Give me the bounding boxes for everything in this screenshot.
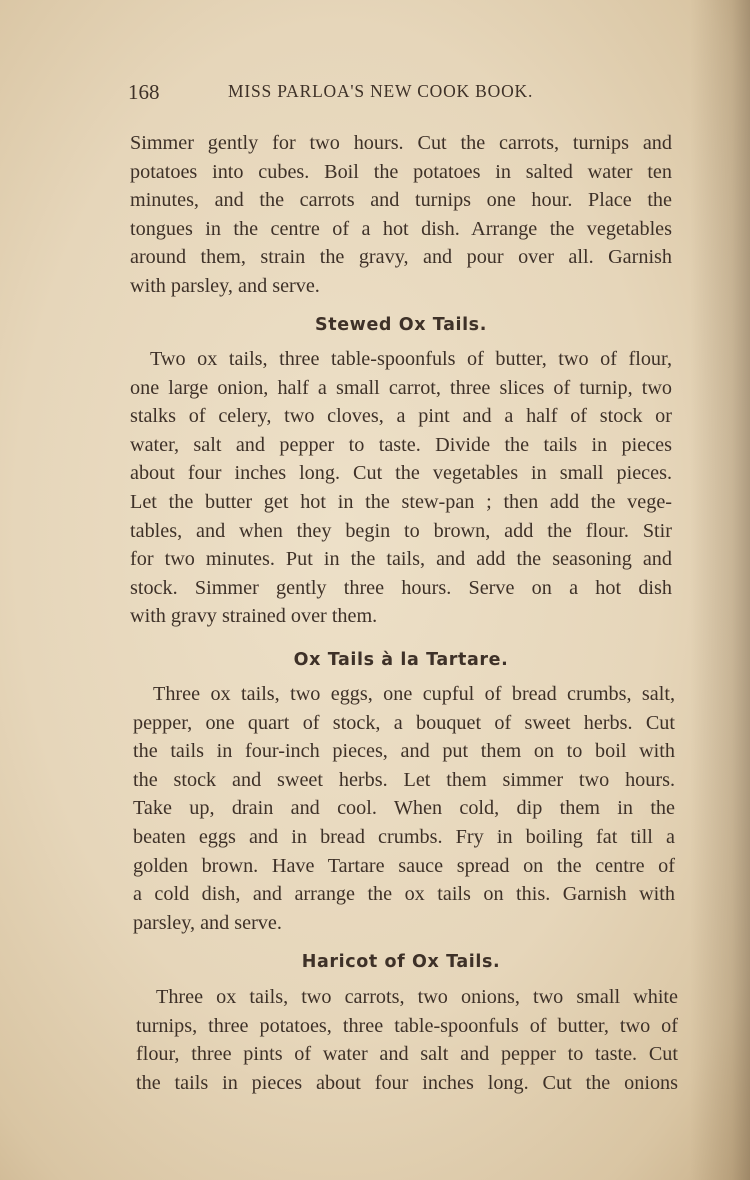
text-line: Three ox tails, two eggs, one cupful of bread crumbs, salt, — [153, 683, 675, 705]
recipe-body — [133, 680, 675, 937]
text-line: around them, strain the gravy, and pour over all. Garnish — [130, 246, 672, 269]
text-line: Two ox tails, three table-spoonfuls of butter, two of flour, — [150, 348, 672, 370]
page-number: 168 — [128, 80, 160, 104]
text-line: beaten eggs and in bread crumbs. Fry in boiling fat till a — [133, 825, 675, 848]
text-line: Simmer gently for two hours. Cut the carrots, turnips and — [130, 132, 672, 154]
recipe-body — [136, 983, 678, 1097]
text-line: turnips, three potatoes, three table-spoonfuls of butter, two of — [136, 1014, 678, 1037]
text-line: water, salt and pepper to taste. Divide the tails in pieces — [130, 433, 672, 456]
text-line: the stock and sweet herbs. Let them simmer two hours. — [133, 768, 675, 791]
text-line: potatoes into cubes. Boil the potatoes in salted water ten — [130, 160, 672, 183]
text-line: stalks of celery, two cloves, a pint and a half of stock or — [130, 405, 672, 428]
text-line: tongues in the centre of a hot dish. Arrange the vegetables — [130, 217, 672, 240]
page-header — [128, 80, 673, 110]
text-line: golden brown. Have Tartare sauce spread on the centre of — [133, 854, 675, 877]
text-line: the tails in four-inch pieces, and put them on to boil with — [133, 740, 675, 763]
text-line: Let the butter get hot in the stew-pan ; then add the vege- — [130, 490, 672, 513]
text-line: minutes, and the carrots and turnips one hour. Place the — [130, 189, 672, 212]
recipe-title: Ox Tails à la Tartare. — [293, 650, 509, 670]
recipe-body — [130, 345, 672, 631]
text-line: a cold dish, and arrange the ox tails on this. Garnish with — [133, 883, 675, 906]
page-edge-shadow — [690, 0, 750, 1180]
text-line: the tails in pieces about four inches long. Cut the onions — [136, 1071, 678, 1094]
text-line: about four inches long. Cut the vegetables in small pieces. — [130, 462, 672, 485]
running-title: MISS PARLOA'S NEW COOK BOOK. — [228, 81, 534, 101]
text-line: tables, and when they begin to brown, add the flour. Stir — [130, 519, 672, 542]
text-line: with gravy strained over them. — [130, 605, 378, 628]
intro-paragraph — [130, 129, 672, 301]
text-line: flour, three pints of water and salt and pepper to taste. Cut — [136, 1043, 678, 1066]
text-line: for two minutes. Put in the tails, and add the seasoning and — [130, 548, 672, 571]
text-line: one large onion, half a small carrot, three slices of turnip, two — [130, 376, 672, 399]
text-line: with parsley, and serve. — [130, 274, 320, 297]
text-line: pepper, one quart of stock, a bouquet of sweet herbs. Cut — [133, 711, 675, 734]
text-line: Take up, drain and cool. When cold, dip them in the — [133, 797, 675, 820]
text-line: stock. Simmer gently three hours. Serve on a hot dish — [130, 576, 672, 599]
text-line: Three ox tails, two carrots, two onions, two small white — [156, 986, 678, 1008]
text-line: parsley, and serve. — [133, 911, 282, 934]
recipe-title: Haricot of Ox Tails. — [301, 952, 501, 972]
recipe-title: Stewed Ox Tails. — [315, 315, 487, 335]
